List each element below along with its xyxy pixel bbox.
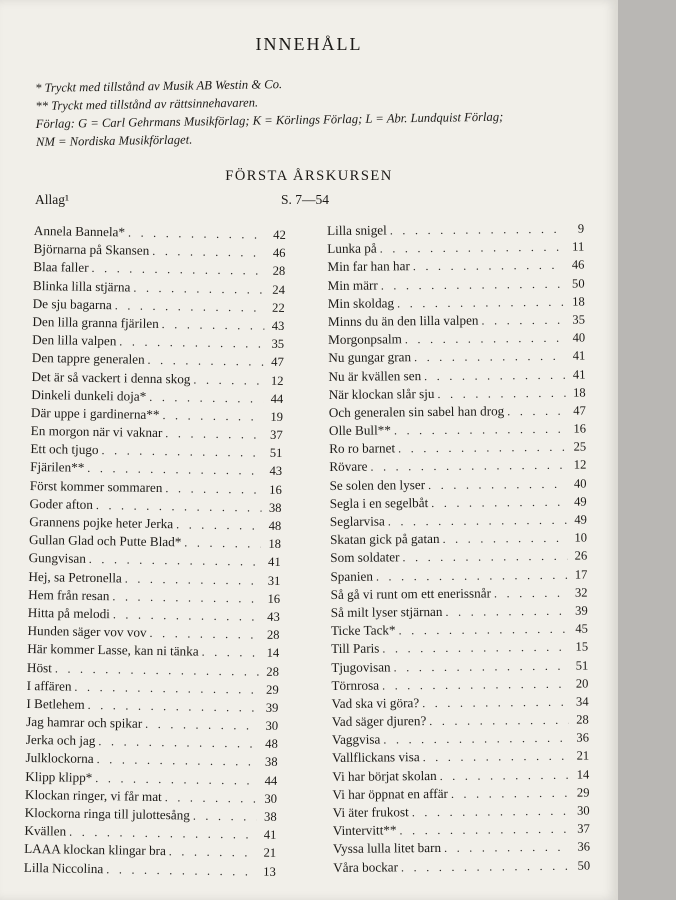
entry-title: Som soldater [330,549,400,566]
entry-title: Björnarna på Skansen [33,241,150,259]
entry-title: Seglarvisa [329,513,385,529]
entry-page-number: 24 [272,282,286,297]
dot-leader [125,569,261,589]
note-line: ** Tryckt med tillstånd av rättsinnehavaren. [35,95,259,113]
dot-leader [414,347,565,367]
dot-leader [394,420,566,440]
entry-page-number: 38 [264,755,278,770]
dot-leader [444,838,570,857]
entry-title: I Betlehem [26,695,85,712]
dot-leader [507,402,566,421]
entry-page-number: 31 [267,573,281,588]
entry-page-number: 21 [576,748,590,764]
entry-page-number: 29 [265,682,279,697]
entry-title: Tjugovisan [331,658,391,675]
entry-title: Kvällen [24,823,67,839]
section-title: FÖRSTA ÅRSKURSEN [225,168,393,184]
note-line: NM = Nordiska Musikförlaget. [35,132,193,149]
entry-title: Hem från resan [28,586,110,603]
entry-title: Grannens pojke heter Jerka [29,513,174,532]
entry-title: Den lilla granna fjärilen [32,313,159,331]
dot-leader [382,674,569,694]
toc-entry [329,456,586,477]
entry-page-number: 26 [574,548,588,564]
dot-leader [162,315,265,335]
entry-page-number: 40 [572,330,586,345]
entry-title: Vi har öppnat en affär [332,785,448,802]
entry-title: Nu gungar gran [328,349,412,366]
entry-page-number: 19 [270,409,284,424]
entry-title: Min far han har [327,258,410,275]
toc-entry [327,256,584,277]
entry-title: De sju bagarna [32,295,112,312]
dot-leader [115,296,265,317]
toc-entry [333,856,590,877]
note-line: * Tryckt med tillstånd av Musik AB Westin & Co. [35,77,283,95]
entry-title: Den lilla valpen [32,332,117,349]
dot-leader [405,329,565,349]
entry-page-number: 36 [577,839,591,854]
entry-title: En morgon när vi vaknar [30,423,163,441]
entry-page-number: 32 [574,585,588,600]
entry-title: Den tappre generalen [31,350,145,368]
page-title: INNEHÅLL [255,34,363,54]
entry-page-number: 30 [265,718,279,733]
entry-title: Det är så vackert i denna skog [31,368,191,386]
dot-leader [398,620,568,640]
dot-leader [412,802,570,822]
dot-leader [162,406,263,426]
entry-title: Höst [26,659,53,675]
entry-page-number: 15 [575,639,589,654]
entry-title: Hej, sa Petronella [28,568,122,585]
dot-leader [149,624,259,644]
entry-page-number: 47 [271,355,284,370]
dot-leader [390,220,564,240]
toc-entry [333,802,590,823]
entry-title: Vi äter frukost [332,804,409,820]
entry-title: Törnrosa [331,677,380,693]
footnotes [35,70,596,151]
entry-title: Vintervitt** [332,822,397,839]
entry-page-number: 46 [272,245,286,261]
toc-entry [330,492,587,513]
dot-leader [394,656,569,676]
dot-leader [145,715,258,735]
toc-entry [329,474,586,495]
entry-title: Lunka på [327,240,377,257]
entry-page-number: 17 [574,567,588,582]
entry-title: Här kommer Lasse, kan ni tänka [27,641,199,659]
entry-page-number: 28 [266,627,280,643]
section-page-range: S. 7—54 [281,192,330,207]
dot-leader [184,534,261,553]
entry-page-number: 29 [576,785,590,800]
entry-title: Lilla Niccolina [23,859,104,876]
entry-title: Där uppe i gardinerna** [30,404,160,422]
entry-page-number: 44 [264,773,278,788]
entry-page-number: 41 [263,827,277,843]
entry-title: Segla i en segelbåt [329,494,429,511]
entry-page-number: 46 [571,257,585,273]
entry-page-number: 10 [574,530,588,545]
entry-page-number: 49 [574,494,587,509]
entry-page-number: 28 [266,664,280,679]
dot-leader [165,479,262,499]
entry-page-number: 50 [577,858,591,873]
entry-page-number: 41 [572,348,586,363]
entry-title: Morgonpsalm [328,331,402,348]
toc-entry [24,858,276,880]
note-line: Förlag: G = Carl Gehrmans Musikförlag; K = Körlings Förlag; L = Abr. Lundquist Förlag; [35,109,504,131]
entry-title: Annela Bannela* [33,222,126,240]
entry-title: Vaggvisa [331,731,381,748]
entry-page-number: 14 [266,646,280,661]
entry-title: Så milt lyser stjärnan [330,603,443,620]
dot-leader [370,456,566,476]
entry-page-number: 38 [268,500,282,515]
entry-title: Klockorna ringa till julottesång [24,804,191,823]
dot-leader [149,388,263,408]
entry-page-number: 25 [573,439,587,454]
entry-title: Ticke Tack* [330,622,396,639]
toc-entry [330,583,587,604]
entry-page-number: 30 [577,803,590,818]
toc-entry [327,238,584,259]
dot-leader [398,438,566,458]
dot-leader [481,311,565,330]
entry-title: Och generalen sin sabel han drog [328,403,505,420]
entry-page-number: 36 [576,730,590,745]
entry-title: Julklockorna [25,750,94,767]
entry-title: Gullan Glad och Putte Blad* [28,532,182,550]
entry-title: Gungvisan [28,550,86,567]
toc-entry [330,547,587,568]
dot-leader [451,784,570,803]
toc-entry [330,511,587,532]
entry-page-number: 45 [575,621,588,636]
entry-title: Min skoldag [327,295,395,311]
entry-page-number: 47 [573,403,586,418]
dot-leader [193,807,257,826]
dot-leader [169,843,257,863]
entry-page-number: 16 [573,421,587,436]
entry-title: Så gå vi runt om ett enerissnår [330,585,492,602]
entry-page-number: 21 [263,846,277,861]
dot-leader [431,493,567,513]
dot-leader [413,256,565,276]
dot-leader [437,383,565,402]
entry-title: Ett och tjugo [30,441,99,458]
dot-leader [383,729,569,749]
toc-entry [331,601,588,622]
dot-leader [402,547,567,567]
dot-leader [128,223,266,243]
entry-title: Lilla snigel [327,222,387,238]
section-label: Allag¹ [35,192,70,207]
entry-page-number: 43 [271,318,285,333]
toc-entry [330,565,587,586]
entry-title: Våra bockar [333,858,399,875]
dot-leader [193,370,263,389]
entry-page-number: 38 [263,809,277,824]
dot-leader [445,602,567,621]
entry-page-number: 12 [573,457,587,473]
dot-leader [440,765,570,784]
entry-page-number: 49 [574,512,587,527]
entry-title: Hunden säger vov vov [27,623,147,640]
dot-leader [176,515,261,535]
toc-column-right [327,220,590,877]
entry-title: Klipp klipp* [25,768,93,785]
entry-page-number: 44 [270,391,284,406]
entry-title: Först kommer sommaren [29,477,163,495]
entry-page-number: 28 [272,264,286,279]
entry-page-number: 18 [268,536,282,552]
dot-leader [423,747,570,767]
dot-leader [381,274,565,294]
dot-leader [442,529,567,548]
entry-title: Vallflickans visa [332,749,420,766]
dot-leader [165,424,263,444]
entry-title: Dinkeli dunkeli doja* [31,386,147,404]
entry-title: Goder afton [29,495,94,512]
dot-leader [397,292,565,312]
entry-title: Nu är kvällen sen [328,367,422,384]
entry-title: Till Paris [331,640,380,657]
entry-title: Vyssa lulla litet barn [332,840,442,857]
entry-title: Hitta på melodi [27,604,111,622]
entry-title: Minns du än den lilla valpen [327,312,479,329]
entry-page-number: 50 [571,276,585,291]
dot-leader [113,605,260,626]
entry-page-number: 11 [572,239,585,254]
dot-leader [152,242,266,262]
toc-entry [333,820,590,841]
entry-title: Spanien [330,568,373,584]
entry-title: Fjärilen** [30,459,85,476]
entry-title: Jag hamrar och spikar [26,714,143,731]
toc-entry [333,838,590,859]
dot-leader [112,587,260,608]
dot-leader [382,638,568,658]
dot-leader [380,238,565,258]
dot-leader [165,788,257,808]
entry-page-number: 43 [269,464,283,479]
entry-page-number: 16 [269,482,282,497]
entry-title: Min märr [327,277,378,293]
entry-page-number: 39 [575,603,588,618]
entry-title: Jerka och jag [25,732,96,749]
dot-leader [376,565,568,585]
entry-page-number: 48 [268,518,282,533]
entry-page-number: 18 [572,294,585,309]
entry-title: Olle Bull** [328,422,391,439]
entry-page-number: 35 [572,312,586,327]
dot-leader [119,332,264,352]
entry-page-number: 16 [267,591,281,606]
entry-title: LAAA klockan klingar bra [24,841,166,859]
entry-page-number: 41 [267,555,281,570]
dot-leader [147,351,264,371]
entry-title: Blaa faller [33,259,89,276]
entry-title: Ro ro barnet [329,440,396,457]
entry-page-number: 12 [270,373,284,388]
dot-leader [202,643,260,662]
entry-title: Vad säger djuren? [331,713,427,730]
entry-page-number: 51 [269,445,283,461]
toc-column-left [24,222,286,881]
dot-leader [399,820,569,840]
entry-page-number: 35 [271,336,285,352]
entry-page-number: 30 [264,791,278,806]
entry-page-number: 43 [267,609,280,624]
entry-title: Klockan ringer, vi får mat [24,786,162,804]
entry-page-number: 40 [573,476,587,491]
entry-title: I affären [26,677,72,694]
dot-leader [429,711,569,731]
entry-page-number: 14 [576,767,590,782]
entry-page-number: 13 [263,864,276,879]
entry-title: Vad ska vi göra? [331,695,420,711]
entry-page-number: 48 [265,736,278,752]
dot-leader [388,511,567,531]
dot-leader [133,278,265,298]
entry-page-number: 39 [265,700,279,715]
entry-page-number: 22 [271,300,285,315]
dot-leader [422,693,569,713]
toc-entry [327,220,584,241]
entry-page-number: 28 [576,712,589,727]
entry-title: Rövare [329,459,368,475]
entry-page-number: 20 [575,676,589,691]
entry-title: Se solen den lyser [329,476,426,493]
entry-page-number: 9 [577,221,585,236]
entry-page-number: 51 [575,658,589,673]
entry-title: Blinka lilla stjärna [32,277,131,295]
entry-page-number: 37 [577,821,590,836]
dot-leader [424,365,566,385]
entry-title: När klockan slår sju [328,385,435,402]
entry-page-number: 34 [575,694,589,709]
dot-leader [494,583,568,602]
entry-page-number: 41 [572,367,586,382]
entry-title: Skatan gick på gatan [329,531,440,548]
dot-leader [401,856,570,876]
entry-page-number: 42 [273,227,286,242]
entry-page-number: 18 [572,385,586,400]
entry-title: Vi har börjat skolan [332,767,437,784]
entry-page-number: 37 [269,427,283,442]
dot-leader [428,474,567,494]
toc-entry [330,529,587,550]
dot-leader [106,860,256,881]
